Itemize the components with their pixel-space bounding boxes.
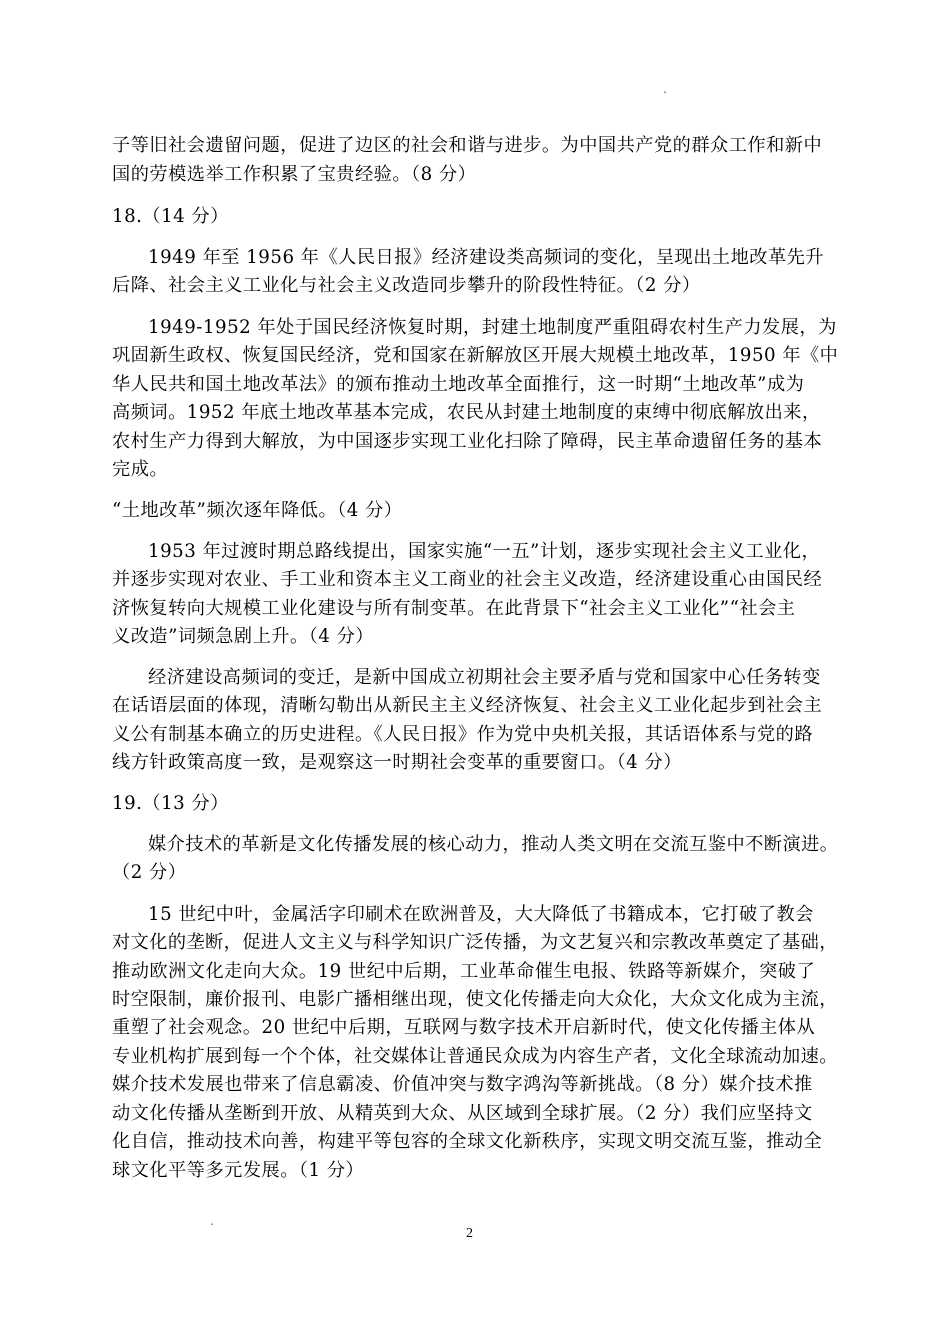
text-line: 媒介技术发展也带来了信息霸凌、价值冲突与数字鸿沟等新挑战。（8 分）媒介技术推 [112,1074,813,1095]
text-line: 经济建设高频词的变迁，是新中国成立初期社会主要矛盾与党和国家中心任务转变 [148,667,821,688]
text-line: 对文化的垄断，促进人文主义与科学知识广泛传播，为文艺复兴和宗教改革奠定了基础， [112,932,838,953]
text-line: 巩固新生政权、恢复国民经济，党和国家在新解放区开展大规模土地改革，1950 年《中 [112,345,839,366]
text-line: 推动欧洲文化走向大众。19 世纪中后期，工业革命催生电报、铁路等新媒介，突破了 [112,961,816,982]
text-line: 华人民共和国土地改革法》的颁布推动土地改革全面推行，这一时期“土地改革”成为 [112,374,805,395]
text-line: 农村生产力得到大解放，为中国逐步实现工业化扫除了障碍，民主革命遗留任务的基本 [112,431,823,452]
text-line: 并逐步实现对农业、手工业和资本主义工商业的社会主义改造，经济建设重心由国民经 [112,569,823,590]
text-line: 专业机构扩展到每一个个体，社交媒体让普通民众成为内容生产者，文化全球流动加速。 [112,1046,838,1067]
text-line: 义公有制基本确立的历史进程。《人民日报》作为党中央机关报，其话语体系与党的路 [112,724,814,745]
text-line: 义改造”词频急剧上升。（4 分） [112,626,374,647]
text-line: 线方针政策高度一致，是观察这一时期社会变革的重要窗口。（4 分） [112,752,682,773]
text-line: 子等旧社会遗留问题，促进了边区的社会和谐与进步。为中国共产党的群众工作和新中 [112,135,823,156]
text-line: 完成。 [112,459,169,480]
text-line: 1949-1952 年处于国民经济恢复时期，封建土地制度严重阻碍农村生产力发展，为 [148,317,837,338]
text-line: 济恢复转向大规模工业化建设与所有制变革。在此背景下“社会主义工业化”“社会主 [112,598,796,619]
text-line: 15 世纪中叶，金属活字印刷术在欧洲普及，大大降低了书籍成本，它打破了教会 [148,904,814,925]
text-line: 重塑了社会观念。20 世纪中后期，互联网与数字技术开启新时代，使文化传播主体从 [112,1017,816,1038]
text-line: 在话语层面的体现，清晰勾勒出从新民主主义经济恢复、社会主义工业化起步到社会主 [112,695,823,716]
question-heading-18: 18.（14 分） [112,206,229,227]
text-line: “土地改革”频次逐年降低。（4 分） [112,500,403,521]
page-number: 2 [466,1226,473,1241]
text-line: 高频词。1952 年底土地改革基本完成，农民从封建土地制度的束缚中彻底解放出来， [112,402,821,423]
text-line: 时空限制，廉价报刊、电影广播相继出现，使文化传播走向大众化，大众文化成为主流， [112,989,838,1010]
text-line: 化自信，推动技术向善，构建平等包容的全球文化新秩序，实现文明交流互鉴，推动全 [112,1131,823,1152]
text-line: （2 分） [112,862,187,883]
text-line: 1953 年过渡时期总路线提出，国家实施“一五”计划，逐步实现社会主义工业化， [148,541,821,562]
text-line: 球文化平等多元发展。（1 分） [112,1160,365,1181]
text-line: 国的劳模选举工作积累了宝贵经验。（8 分） [112,164,477,185]
scan-mark-top: . [663,82,667,96]
text-line: 1949 年至 1956 年《人民日报》经济建设类高频词的变化，呈现出土地改革先升 [148,247,825,268]
scan-mark-bottom: . [210,1214,214,1228]
text-line: 后降、社会主义工业化与社会主义改造同步攀升的阶段性特征。（2 分） [112,275,701,296]
question-heading-19: 19.（13 分） [112,793,229,814]
text-line: 媒介技术的革新是文化传播发展的核心动力，推动人类文明在交流互鉴中不断演进。 [148,834,839,855]
text-line: 动文化传播从垄断到开放、从精英到大众、从区域到全球扩展。（2 分）我们应坚持文 [112,1103,813,1124]
